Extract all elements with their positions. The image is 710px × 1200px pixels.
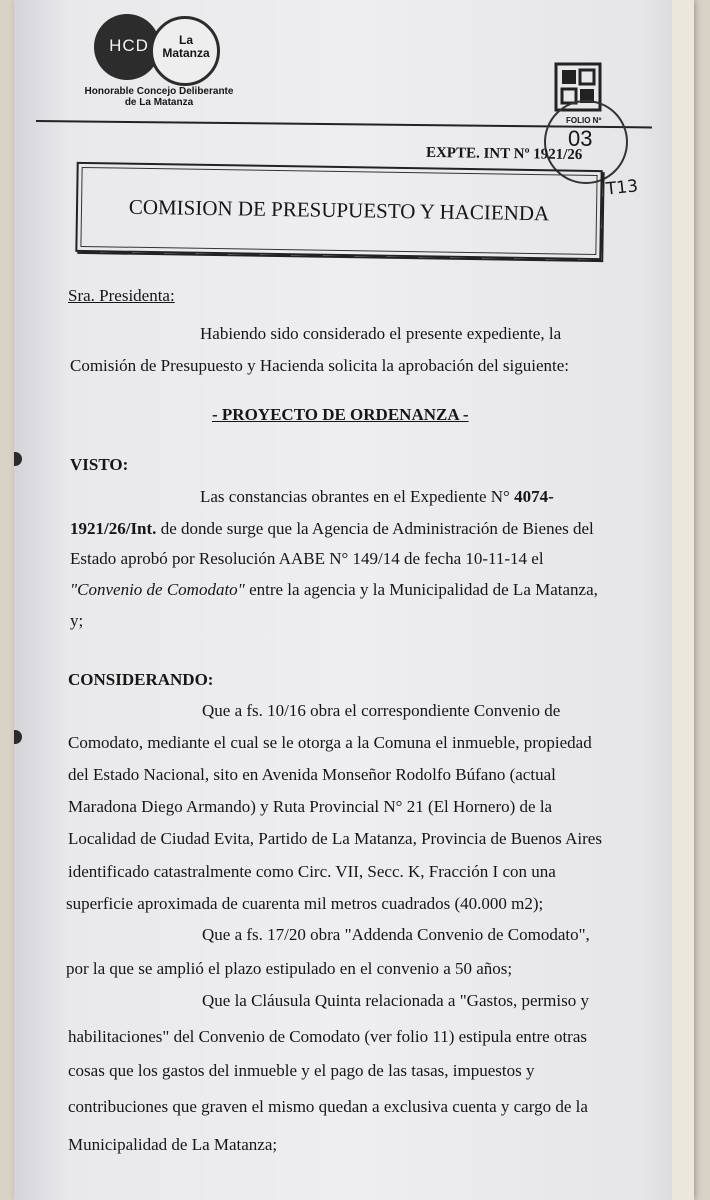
considerando-line: superficie aproximada de cuarenta mil metros cuadrados (40.000 m2); — [66, 894, 544, 913]
handwritten-note: T13 — [605, 176, 639, 200]
considerando-line: contribuciones que graven el mismo quedan a exclusiva cuenta y cargo de la — [68, 1097, 588, 1116]
folio-number: 03 — [568, 126, 593, 151]
considerando-line: Que la Cláusula Quinta relacionada a "Gastos, permiso y — [202, 991, 589, 1010]
proyecto-heading: - PROYECTO DE ORDENANZA - — [212, 405, 469, 424]
considerando-line: Que a fs. 10/16 obra el correspondiente Convenio de — [202, 701, 561, 720]
binder-ring — [14, 730, 22, 744]
considerando-line: Maradona Diego Armando) y Ruta Provincial N° 21 (El Hornero) de la — [68, 797, 553, 816]
institution-name: Honorable Concejo Deliberante de La Matanza — [84, 86, 234, 108]
considerando-line: cosas que los gastos del inmueble y el pago de las tasas, impuestos y — [68, 1061, 535, 1080]
salutation: Sra. Presidenta: — [68, 286, 175, 305]
considerando-line: Localidad de Ciudad Evita, Partido de La Matanza, Provincia de Buenos Aires — [68, 829, 602, 848]
hcd-logo — [94, 14, 234, 84]
paper-edge — [672, 0, 694, 1200]
logo-la-matanza-text: La Matanza — [162, 33, 210, 60]
considerando-line: del Estado Nacional, sito en Avenida Monseñor Rodolfo Búfano (actual — [68, 765, 556, 784]
visto-line: Las constancias obrantes en el Expediente N° 4074- — [200, 487, 554, 506]
folio-label: FOLIO Nº — [566, 116, 602, 125]
binder-ring — [14, 452, 22, 466]
title-box — [75, 162, 602, 260]
considerando-heading: CONSIDERANDO: — [68, 670, 214, 689]
considerando-line: Comodato, mediante el cual se le otorga a la Comuna el inmueble, propiedad — [68, 733, 592, 752]
logo-hcd-text: HCD — [109, 36, 149, 55]
intro-line: Habiendo sido considerado el presente expediente, la — [200, 324, 562, 343]
considerando-line: identificado catastralmente como Circ. VII, Secc. K, Fracción I con una — [68, 862, 556, 881]
visto-line: "Convenio de Comodato" entre la agencia y la Municipalidad de La Matanza, — [70, 580, 598, 599]
considerando-line: Municipalidad de La Matanza; — [68, 1135, 278, 1154]
commission-title: COMISION DE PRESUPUESTO Y HACIENDA — [128, 194, 550, 226]
considerando-line: por la que se amplió el plazo estipulado en el convenio a 50 años; — [66, 959, 513, 978]
visto-line: Estado aprobó por Resolución AABE N° 149/14 de fecha 10-11-14 el — [70, 549, 544, 568]
considerando-line: habilitaciones" del Convenio de Comodato (ver folio 11) estipula entre otras — [68, 1027, 588, 1046]
visto-line: y; — [70, 611, 84, 630]
expediente-number: EXPTE. INT Nº 1921/26 — [425, 144, 583, 164]
document-page — [14, 0, 694, 1200]
visto-heading: VISTO: — [70, 455, 129, 474]
visto-line: 1921/26/Int. de donde surge que la Agencia de Administración de Bienes del — [70, 519, 594, 538]
intro-line: Comisión de Presupuesto y Hacienda solicita la aprobación del siguiente: — [70, 356, 570, 375]
considerando-line: Que a fs. 17/20 obra "Addenda Convenio de Comodato", — [202, 925, 590, 944]
